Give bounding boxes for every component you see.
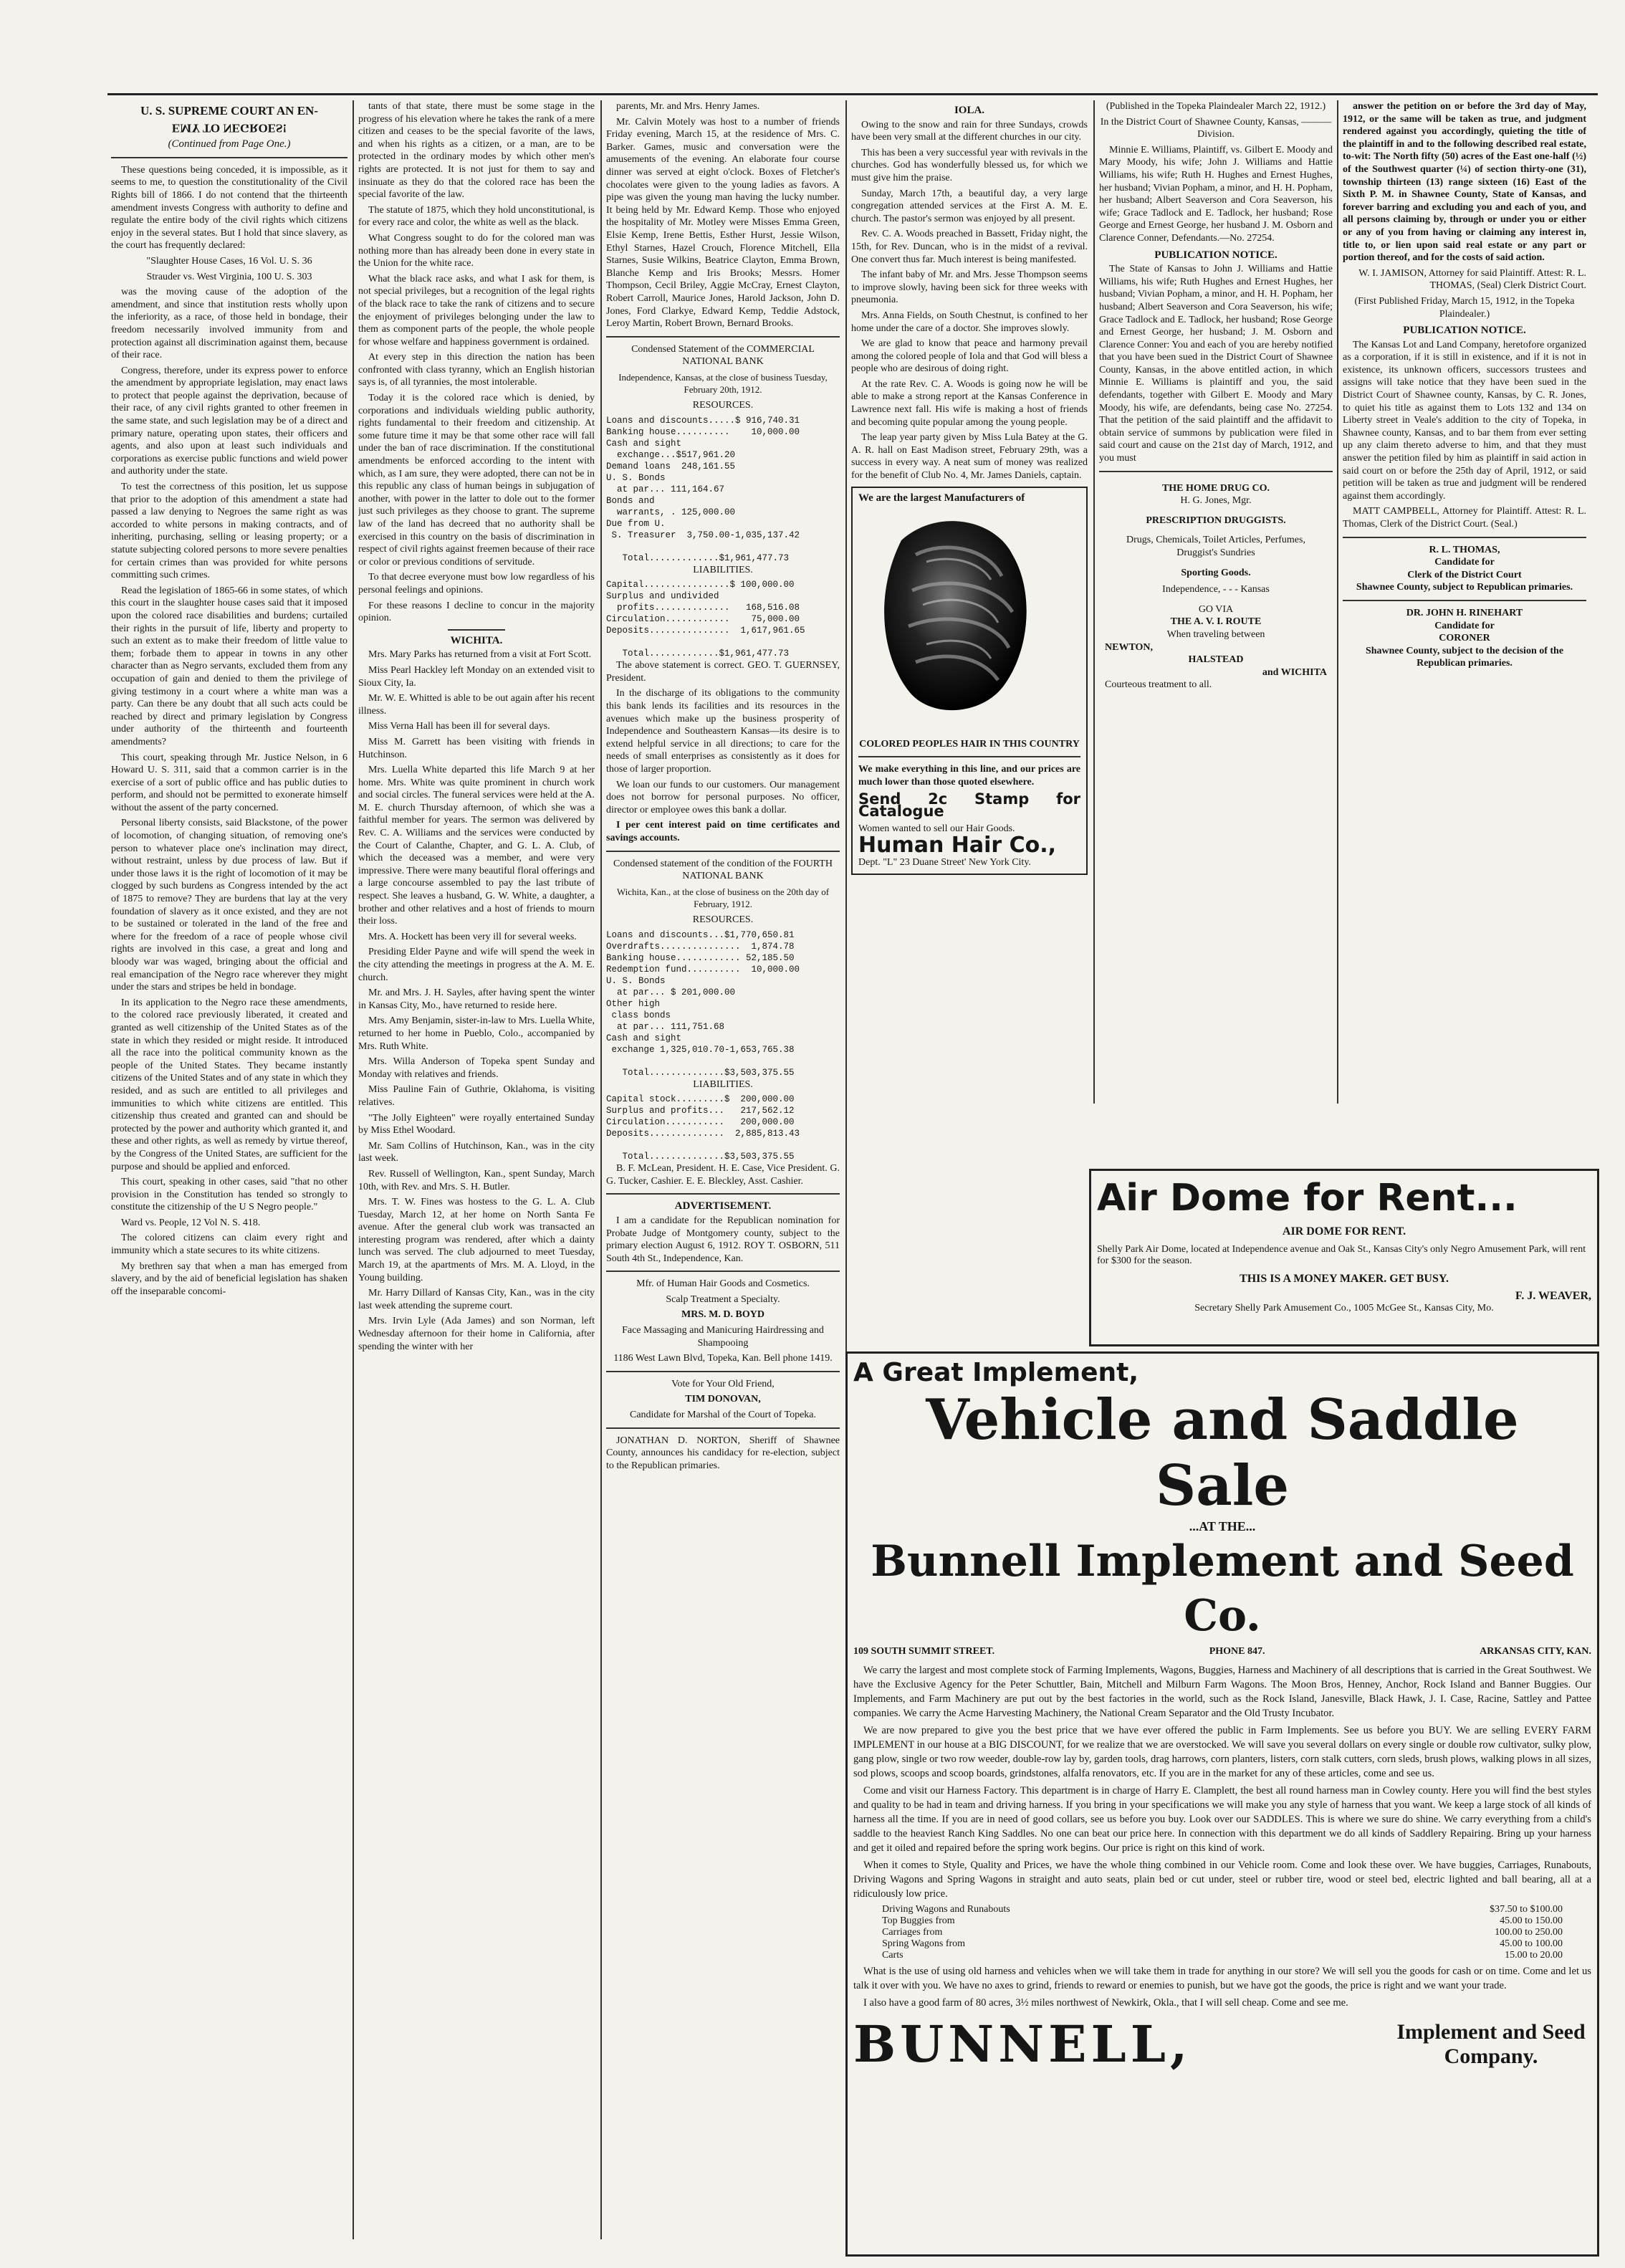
boyd-ad-line: Mfr. of Human Hair Goods and Cosmetics. xyxy=(636,1278,810,1290)
paragraph: tants of that state, there must be some stage in the progress of his elevation where he takes the rank of a mere citizen and ceases to be the special favorite of the laws, and when his rights as a citizen, or a man, are to be protected in the ordinary modes by which other men's rights are protected. It is not just for them to say and insinuate as they do that the colored race has been the special favorite of the law. xyxy=(358,101,595,201)
drug-line: Independence, - - - Kansas xyxy=(1162,584,1270,595)
air-dome-sign: F. J. WEAVER, xyxy=(1515,1290,1591,1302)
paragraph: What Congress sought to do for the colored man was nothing more than has already been done in every state in the Union for the white race. xyxy=(358,232,595,269)
news-item: Sunday, March 17th, a beautiful day, a very large congregation attended services at the First A. M. E. church. The pastor's sermon was enjoyed by all present. xyxy=(851,188,1088,224)
news-item: Mr. Harry Dillard of Kansas City, Kan., was in the city last week attending the supreme court. xyxy=(358,1288,595,1311)
top-rule xyxy=(107,93,1598,95)
bank-title: Condensed statement of the condition of the FOURTH NATIONAL BANK xyxy=(613,858,833,882)
hair-ad-top: We are the largest Manufacturers of xyxy=(858,492,1025,504)
citation: "Slaughter House Cases, 16 Vol. U. S. 36 xyxy=(146,255,312,267)
news-item: At the rate Rev. C. A. Woods is going now he will be able to make a strong report at the Kansas Conference in Lawrence next fall. His wife is making a host of friends and becoming quite popular among the young people. xyxy=(851,378,1088,428)
publication-notice-head: PUBLICATION NOTICE. xyxy=(1403,325,1526,337)
bank-note: We loan our funds to our customers. Our management does not borrow for personal purposes. No officer, director or employee owes this bank a dollar. xyxy=(606,779,840,815)
bunnell-kicker: A Great Implement, xyxy=(853,1358,1139,1387)
publication-note: (First Published Friday, March 15, 1912, in the Topeka Plaindealer.) xyxy=(1354,295,1575,320)
column-6 xyxy=(1343,100,1586,1104)
bunnell-address: 109 SOUTH SUMMIT STREET. xyxy=(853,1646,995,1657)
price-item: Carriages from xyxy=(882,1927,943,1938)
paragraph: Read the legislation of 1865-66 in some states, of which this court in the slaughter house cases said that it imposed upon the colored race disabilities and burdens; curtailed their rights in the pursuit of life, liberty and property to such an extent as to make their freedom of little value to them; forbade them to appear in towns in any other character than as Negro servants, excluded them from any occupation of gain and denied to them the privilege of giving testimony in a court where a white man was a party. Can there be any doubt that all such acts could be reached by direct and primary legislation by Congress under authority of the thirteenth and fourteenth amendments? xyxy=(111,585,347,747)
divider xyxy=(606,851,840,852)
paragraph: At every step in this direction the nation has been confronted with class tyranny, which an English historian says is, of all tyrannies, the most intolerable. xyxy=(358,352,595,388)
boyd-ad-line: Scalp Treatment a Specialty. xyxy=(666,1293,780,1305)
news-item: Mrs. Luella White departed this life March 9 at her home. Mrs. White was quite prominent in church work and social circles. The funeral services were held at the A. M. E. church Thursday afternoon, of which she was a faithful member for years. The sermon was delivered by Rev. C. A. Williams and the services were conducted by the Court of Calanthe, Chapter, and G. L. A. Club, of which the deceased was a member, and were very impressive. There were many beautiful floral offerings and a large concourse assembled to pay the last tribute of respect. She leaves a husband, G. W. White, a daughter, a brother and other relatives and a host of friends to mourn their loss. xyxy=(358,765,595,927)
rinehart-candidate xyxy=(1343,607,1586,670)
publication-notice-head: PUBLICATION NOTICE. xyxy=(1154,249,1278,261)
price-item: Top Buggies from xyxy=(882,1915,955,1926)
divider xyxy=(606,1371,840,1372)
column-3 xyxy=(606,100,840,2239)
news-item: The leap year party given by Miss Lula Batey at the G. A. R. hall on East Madison street, February 29th, was a success in every way. A neat sum of money was realized for the benefit of Club No. 4, Mr. James Daniels, captain. xyxy=(851,432,1088,482)
candidate-name: R. L. THOMAS, xyxy=(1429,544,1500,555)
section-head-iola: IOLA. xyxy=(954,105,985,116)
bank-title: Condensed Statement of the COMMERCIAL NATIONAL BANK xyxy=(631,343,815,368)
price-row xyxy=(853,1904,1591,1915)
continued-note: (Continued from Page One.) xyxy=(168,138,291,150)
publication-note: (Published in the Topeka Plaindealer March 22, 1912.) xyxy=(1106,101,1326,112)
hair-ad-caption: COLORED PEOPLES HAIR IN THIS COUNTRY xyxy=(859,738,1080,750)
publication-notice-body: The State of Kansas to John J. Williams and Hattie Williams, his wife; Ruth Hughes and Ernest Hughes, her husband; Vivian Popham, a minor, and H. H. Popham, her husband; Albert Seaverson and Cora Seaverson, his wife; Grace Tadlock and E. Tadlock, her husband; Rose George and Ernest George, her husband; J. M. Osborn and Clarence Conner: You and each of you are hereby notified that you have been sued in the District Court of Shawnee County, Kansas, in the above entitled action, in which Minnie E. Williams is plaintiff and you, the said defendants, together with Gilbert E. Moody and Mary Moody, his wife, are defendants, being case No. 27254. That the petition of the said plaintiff and the affidavit to obtain service of summons by publication were filed in said court and cause on the 21st day of March, 1912, and you must xyxy=(1099,264,1333,464)
divider xyxy=(606,1427,840,1429)
bank-note: I per cent interest paid on time certificates and savings accounts. xyxy=(606,820,840,843)
drug-line: PRESCRIPTION DRUGGISTS. xyxy=(1146,515,1286,526)
column-rule xyxy=(600,100,602,2239)
divider xyxy=(606,336,840,338)
short-divider xyxy=(448,629,505,631)
price-item: Spring Wagons from xyxy=(882,1938,966,1949)
bunnell-ad xyxy=(845,1351,1599,2257)
candidate-line: CORONER xyxy=(1439,633,1490,644)
drug-name: THE HOME DRUG CO. xyxy=(1161,482,1270,494)
bunnell-paragraph: We carry the largest and most complete stock of Farming Implements, Wagons, Buggies, Harness and Machinery of all descriptions that is carried in the Great Southwest. We have the Exclusive Agency for the Peter Schuttler, Bain, Mitchell and Milburn Farm Wagons. The Moon Bros, Henney, Anchor, Rock Island and Banner Buggies. Our Implements, and Farm Machinery are put out by the best factories in the world, such as the Rock Island, Janesville, Black Hawk, J. I. Case, Racine, Sattley and Pattee companies. We carry the Acme Harvesting Machinery, the National Cream Separator and the Old Trusty Incubator. xyxy=(853,1665,1591,1719)
donovan-line: Candidate for Marshal of the Court of Topeka. xyxy=(629,1410,817,1421)
bunnell-company: Bunnell Implement and Seed Co. xyxy=(871,1536,1574,1641)
donovan-name: TIM DONOVAN, xyxy=(685,1394,761,1405)
news-item: Mr. and Mrs. J. H. Sayles, after having spent the winter in Kansas City, Mo., have returned to reside here. xyxy=(358,987,595,1011)
bunnell-phone: PHONE 847. xyxy=(1209,1646,1265,1657)
article-title: U. S. SUPREME COURT AN EN- xyxy=(140,104,318,118)
paragraph: This court, speaking in other cases, said "that no other provision in the Constitution has tended so strongly to constitute the citizenship of the U S Negro people." xyxy=(111,1177,347,1213)
news-item: Mrs. A. Hockett has been very ill for several weeks. xyxy=(368,931,577,942)
paragraph: Personal liberty consists, said Blackstone, of the power of locomotion, of changing situation, of removing one's person to whatever place one's inclination may direct, without restraint, unless by due process of law. But if under those laws it is the right of locomotion of it may be clogged by such burdens as Congress intended by the act of 1875 to remove? They are burdens that lay at the very foundation of slavery as it once existed, and they are not to be sustained or tolerated in the land of the free and where for the freedom of a race of people whose civil rights are involved in this case, a great and long and bloody war was waged, bringing about the official and real emancipation of the Negro race wherever they might under the stars and stripes be held in bondage. xyxy=(111,818,347,993)
court-line: In the District Court of Shawnee County, Kansas, ——— Division. xyxy=(1100,116,1332,140)
bunnell-closing: I also have a good farm of 80 acres, 3½ miles northwest of Newkirk, Okla., that I will sell cheap. Come and see me. xyxy=(863,1997,1348,2009)
news-item: Miss Verna Hall has been ill for several days. xyxy=(368,721,550,732)
column-rule xyxy=(1337,100,1338,1104)
column-rule xyxy=(1093,100,1095,1104)
bunnell-address-row xyxy=(853,1646,1591,1657)
column-1 xyxy=(111,100,347,2239)
bunnell-title: Vehicle and Saddle Sale xyxy=(926,1387,1519,1518)
divider xyxy=(111,157,347,158)
news-item: Miss Pearl Hackley left Monday on an extended visit to Sioux City, Ia. xyxy=(358,664,595,689)
divider xyxy=(858,756,1080,757)
air-dome-sub: AIR DOME FOR RENT. xyxy=(1282,1225,1406,1238)
news-item: Rev. Russell of Wellington, Kan., spent Sunday, March 10th, with Rev. and Mrs. S. H. Butler. xyxy=(358,1168,595,1192)
price-range: 100.00 to 250.00 xyxy=(1495,1927,1563,1938)
bunnell-paragraph: Come and visit our Harness Factory. This department is in charge of Harry E. Clamplett, the best all round harness man in Cowley county. Here you will find the best styles and quality to be had in team and driving harness. If you bring in your specifications we will make you any style of harness that you want. We keep a large stock of all kinds of harness all the time. If you are in need of good collars, see us before you buy. Look over our SADDLES. This is where we sure do shine. We carry everything from a child's saddle to the heaviest Ranch King Saddles. No one can beat our price here. In connection with this department we do all kinds of Saddlery Repairing. Bring up your harness and get it oiled and repaired before the spring work begins. Our price is right on this kind of work. xyxy=(853,1785,1591,1854)
price-item: Driving Wagons and Runabouts xyxy=(882,1904,1010,1915)
bank-officers: B. F. McLean, President. H. E. Case, Vice President. G. G. Tucker, Cashier. E. E. Bleckley, Asst. Cashier. xyxy=(606,1163,840,1187)
bank-subtitle: Wichita, Kan., at the close of business on the 20th day of February, 1912. xyxy=(616,886,830,910)
news-item: Mrs. T. W. Fines was hostess to the G. L. A. Club Tuesday, March 12, at her home on North Santa Fe avenue. After the general club work was transacted an interesting program was rendered, after which a dainty lunch was served. The club adjourned to meet Tuesday, March 19, at the apartments of Mrs. M. A. Lloyd, in the Young building. xyxy=(358,1197,595,1283)
home-drug-ad xyxy=(1099,478,1333,696)
route-line: When traveling between xyxy=(1166,628,1265,640)
candidate-line: Shawnee County, subject to Republican primaries. xyxy=(1356,582,1573,593)
price-list xyxy=(853,1904,1591,1961)
section-head-wichita: WICHITA. xyxy=(450,634,503,646)
news-item: Miss M. Garrett has been visiting with friends in Hutchinson. xyxy=(358,736,595,760)
divider xyxy=(1343,600,1586,601)
drug-line: Drugs, Chemicals, Toilet Articles, Perfumes, Druggist's Sundries xyxy=(1126,535,1305,558)
notice-continued: answer the petition on or before the 3rd day of May, 1912, or the same will be taken as true, and judgment rendered against you accordingly, quieting the title of the plaintiff in and to the following described real estate, to-wit: The North fifty (50) acres of the East one-half (½) of the Southwest quarter (¼) of section thirty-one (31), township thirteen (13) range sixteen (16) East of the Sixth P. M. in Shawnee County, State of Kansas, and forever barring and excluding you and each of you, and all persons claiming by, through or under you or either or any of you from having or claiming any interest in, title to, or lien upon said real estate or any part or portion thereof, and for the costs of said action. xyxy=(1343,101,1586,264)
news-item: Owing to the snow and rain for three Sundays, crowds have been very small at the different churches in our city. xyxy=(851,119,1088,143)
donovan-line: Vote for Your Old Friend, xyxy=(671,1378,775,1389)
bunnell-logo: BUNNELL, xyxy=(853,2014,1192,2074)
paragraph: To test the correctness of this position, let us suppose that prior to the adoption of this amendment a state had passed a law denying to Negroes the same right as was accorded to white persons in making contracts, and of inheriting, purchasing, selling or leasing property; or a statute subjecting colored persons to more severe penalties for certain crimes than was provided for white persons committing such crimes. xyxy=(111,482,347,581)
hair-switch-illustration xyxy=(858,512,1052,727)
candidate-line: Candidate for xyxy=(1434,620,1495,631)
route-line: GO VIA xyxy=(1198,603,1234,615)
citation: Ward vs. People, 12 Vol N. S. 418. xyxy=(121,1217,261,1228)
candidate-line: Clerk of the District Court xyxy=(1407,569,1522,580)
price-row xyxy=(853,1950,1591,1961)
news-item: Mrs. Amy Benjamin, sister-in-law to Mrs. Luella White, returned to her home in Pueblo, Colo., accompanied by Mrs. Ruth White. xyxy=(358,1015,595,1052)
paragraph: was the moving cause of the adoption of the amendment, and since that institution rests wholly upon the inferiority, as a race, of those held in bondage, their freedom necessarily involved immunity from and protection against all discrimination against them, because of their race. xyxy=(111,287,347,361)
paragraph: What the black race asks, and what I ask for them, is not special privileges, but a recognition of the legal rights of the black race to take the rank of citizens and to secure the enjoyment of privileges belonging under the law to them as component parts of the people, the whole people for whose welfare and happiness government is ordained. xyxy=(358,273,595,348)
bunnell-logo-row xyxy=(853,2014,1591,2074)
price-row xyxy=(853,1915,1591,1927)
air-dome-title: Air Dome for Rent... xyxy=(1097,1177,1518,1220)
divider xyxy=(1099,471,1333,472)
route-line: Courteous treatment to all. xyxy=(1105,679,1212,691)
article-title-mirrored: EMY TO NEGROES! xyxy=(171,121,287,135)
divider xyxy=(606,1193,840,1195)
column-5 xyxy=(1099,100,1333,1104)
resources-table: Loans and discounts.....$ 916,740.31 Banking house.......... 10,000.00 Cash and sight exchange...$517,961.20 Demand loans 248,161.55 U. S. Bonds at par... 111,164.67 Bonds and warrants, . 125,000.00 Due from U. S. Treasurer 3,750.00-1,035,137.42 Total.............$1,961,477.73 xyxy=(606,415,800,563)
citation: Strauder vs. West Virginia, 100 U. S. 303 xyxy=(146,271,312,282)
air-dome-money: THIS IS A MONEY MAKER. GET BUSY. xyxy=(1240,1273,1449,1285)
thomas-candidate xyxy=(1343,544,1586,594)
notice-signature: MATT CAMPBELL, Attorney for Plaintiff. Attest: R. L. Thomas, Clerk of the District Court. (Seal.) xyxy=(1343,506,1586,530)
resources-label: RESOURCES. xyxy=(692,400,754,411)
paragraph: These questions being conceded, it is impossible, as it seems to me, to question the constitutionality of the Civil Rights bill of 1866. I do not contend that the thirteenth amendment invests Congress with authority to define and regulate the entire body of the civil rights which citizens enjoy in the several states. But I hold that since slavery, as the court has frequently declared: xyxy=(111,164,347,252)
paragraph: To that decree everyone must bow low regardless of his personal feelings and opinions. xyxy=(358,572,595,595)
liabilities-label: LIABILITIES. xyxy=(693,564,753,575)
bank-statement-commercial xyxy=(606,343,840,845)
route-line: and WICHITA xyxy=(1262,666,1327,678)
publication-notice-body: The Kansas Lot and Land Company, heretofore organized as a corporation, if it is still in existence, and if it is not in existence, its unknown officers, successors trustees and assigns will take notice that they have been sued in the District Court of Shawnee county, Kansas, by C. R. Jones, to quiet his title as against them to Lots 132 and 134 on Liberty street in Veale's addition to the city of Topeka, in Shawnee county, Kansas, and to bar them from ever setting up any claim thereto adverse to him, and that they must answer the petition filed by him as plaintiff in said action in said court on or before the 25th day of April, 1912, or said petition will be taken as true and judgment will be rendered against them accordingly. xyxy=(1343,339,1586,502)
news-item: Miss Pauline Fain of Guthrie, Oklahoma, is visiting relatives. xyxy=(358,1084,595,1108)
price-row xyxy=(853,1927,1591,1938)
news-item: Mr. W. E. Whitted is able to be out again after his recent illness. xyxy=(358,693,595,717)
news-item: Mrs. Mary Parks has returned from a visit at Fort Scott. xyxy=(368,649,592,661)
news-item: The infant baby of Mr. and Mrs. Jesse Thompson seems to improve slowly, having been sick for three weeks with pneumonia. xyxy=(851,269,1088,306)
notice-signature: W. I. JAMISON, Attorney for said Plaintiff. Attest: R. L. THOMAS, (Seal) Clerk District Court. xyxy=(1358,267,1586,292)
divider xyxy=(1343,537,1586,538)
route-name: THE A. V. I. ROUTE xyxy=(1170,616,1262,628)
route-line: HALSTEAD xyxy=(1188,654,1244,666)
bunnell-closing: What is the use of using old harness and vehicles when we will take them in trade for anything in our store? We will sell you the goods for cash or on time. Come and let us talk it over with you. We have no axes to grind, friends to reward or enemies to punish, but we have got the goods, the price is right and we want your trade. xyxy=(853,1966,1591,1991)
drug-manager: H. G. Jones, Mgr. xyxy=(1180,495,1252,507)
hair-ad-make: We make everything in this line, and our prices are much lower than those quoted elsewhere. xyxy=(858,764,1080,788)
news-item: Mr. Sam Collins of Hutchinson, Kan., was in the city last week. xyxy=(358,1140,595,1164)
boyd-ad-line: 1186 West Lawn Blvd, Topeka, Kan. Bell phone 1419. xyxy=(613,1353,833,1364)
price-row xyxy=(853,1938,1591,1950)
candidate-name: DR. JOHN H. RINEHART xyxy=(1406,607,1523,618)
bunnell-city: ARKANSAS CITY, KAN. xyxy=(1480,1646,1591,1657)
news-item: Rev. C. A. Woods preached in Bassett, Friday night, the 15th, for Rev. Duncan, who is in the midst of a revival. One convert thus far. Much interest is being manifested. xyxy=(851,229,1088,265)
news-item: Mrs. Willa Anderson of Topeka spent Sunday and Monday with relatives and friends. xyxy=(358,1056,595,1080)
liabilities-label: LIABILITIES. xyxy=(693,1078,753,1090)
divider xyxy=(606,1271,840,1272)
price-range: $37.50 to $100.00 xyxy=(1490,1904,1563,1915)
drug-line: Sporting Goods. xyxy=(1181,567,1251,578)
boyd-ad-name: MRS. M. D. BOYD xyxy=(681,1309,764,1321)
air-dome-body: Shelly Park Air Dome, located at Independence avenue and Oak St., Kansas City's only Negro Amusement Park, will rent for $300 for the season. xyxy=(1097,1244,1586,1266)
hair-ad-address: Dept. "L" 23 Duane Street' New York City. xyxy=(858,856,1031,868)
column-4 xyxy=(851,100,1088,1104)
air-dome-sign2: Secretary Shelly Park Amusement Co., 1005 McGee St., Kansas City, Mo. xyxy=(1194,1303,1494,1314)
paragraph: The statute of 1875, which they hold unconstitutional, is for every race and color, the white as well as the black. xyxy=(358,204,595,229)
hair-ad-name: Human Hair Co., xyxy=(858,833,1057,858)
column-2 xyxy=(358,100,595,2239)
route-line: NEWTON, xyxy=(1105,641,1154,653)
paragraph: For these reasons I decline to concur in the majority opinion. xyxy=(358,600,595,624)
bunnell-paragraph: When it comes to Style, Quality and Prices, we have the whole thing combined in our Vehicle room. Come and look these over. We have buggies, Carriages, Runabouts, Driving Wagons and Spring Wagons in straight and auto seats, plain bed or cut under, steel or rubber tire, wood or steel bed, electric lighted and ball bearing, all at a ridiculously low price. xyxy=(853,1860,1591,1900)
liabilities-table: Capital stock.........$ 200,000.00 Surplus and profits... 217,562.12 Circulation........... 200,000.00 Deposits.............. 2,885,813.43 Total..............$3,503,375.55 xyxy=(606,1094,800,1162)
paragraph: Congress, therefore, under its express power to enforce the amendment by appropriate legislation, may enact laws to protect that people against the deprivation, because of their race, of any civil rights granted to other freemen in the same state, and such legislation may be of a direct and primary nature, operating upon states, their officers and agents, and also upon at least such individuals and corporations as exercise public functions and wield power and authority under the state. xyxy=(111,365,347,477)
news-item: "The Jolly Eighteen" were royally entertained Sunday by Miss Ethel Woodard. xyxy=(358,1112,595,1137)
bank-statement-fourth xyxy=(606,858,840,1188)
news-item: This has been a very successful year with revivals in the churches. God has wonderfully blessed us, for which we must give him the praise. xyxy=(851,147,1088,183)
liabilities-table: Capital................$ 100,000.00 Surplus and undivided profits.............. 168,516.08 Circulation............ 75,000.00 Deposits............... 1,617,961.65 Total.............$1,961,477.73 xyxy=(606,580,805,659)
hair-ad-stamp: Send 2c Stamp for Catalogue xyxy=(858,790,1080,820)
news-item: Mrs. Irvin Lyle (Ada James) and son Norman, left Wednesday afternoon for their home in California, after spending the winter with her xyxy=(358,1316,595,1352)
price-range: 15.00 to 20.00 xyxy=(1505,1950,1563,1961)
paragraph: Today it is the colored race which is denied, by corporations and individuals wielding public authority, rights fundamental to their freedom and citizenship. At some future time it may be that some other race will fall under the ban of race discrimination. If the constitutional amendments be enforced according to the intent with which, as I am sure, they were adopted, there can not be in this republic any class of human beings in subjugation of another, with power in the latter to dole out to the former just such privileges as they choose to grant. The supreme law of the land has decreed that no authority shall be exercised in this country on the basis of discrimination in respect of civil rights against freemen because of their race or color or previous conditions of servitude. xyxy=(358,393,595,568)
resources-table: Loans and discounts...$1,770,650.81 Overdrafts............... 1,874.78 Banking house............ 52,185.50 Redemption fund.......... 10,000.00 U. S. Bonds at par... $ 201,000.00 Other high class bonds at par... 111,751.68 Cash and sight exchange 1,325,010.70-1,653,765.38 Total..............$3,503,375.55 xyxy=(606,929,800,1078)
boyd-ad-line: Face Massaging and Manicuring Hairdressing and Shampooing xyxy=(622,1325,824,1349)
case-parties: Minnie E. Williams, Plaintiff, vs. Gilbert E. Moody and Mary Moody, his wife; John J. Williams and Hattie Williams, his wife; Ruth H. Hughes and Ernest Hughes, her husband; Vivian Popham, a minor, and H. H. Popham, her husband; Albert Seaverson and Cora Seaverson, his wife; Grace Tadlock and E. Tadlock, her husband; Rose George and Ernest George, her husband J. M. Osborn and Clarence Conner, Defendants.—No. 27254. xyxy=(1099,144,1333,244)
air-dome-ad xyxy=(1089,1169,1599,1346)
price-range: 45.00 to 100.00 xyxy=(1500,1938,1563,1949)
news-item: Mrs. Anna Fields, on South Chestnut, is confined to her home under the care of a doctor. She improves slowly. xyxy=(851,310,1088,334)
advertisement-body: I am a candidate for the Republican nomination for Probate Judge of Montgomery county, subject to the primary election August 6, 1912. ROY T. OSBORN, 511 South 4th St., Independence, Kan. xyxy=(606,1215,840,1264)
hair-ad-agents: Women wanted to sell our Hair Goods. xyxy=(858,823,1015,834)
advertisement-head: ADVERTISEMENT. xyxy=(674,1200,772,1212)
bank-note: The above statement is correct. GEO. T. GUERNSEY, President. xyxy=(606,660,840,684)
paragraph: The colored citizens can claim every right and immunity which a state secures to its white citizens. xyxy=(111,1233,347,1257)
candidate-line: Candidate for xyxy=(1434,557,1495,568)
price-range: 45.00 to 150.00 xyxy=(1500,1915,1563,1926)
news-item: We are glad to know that peace and harmony prevail among the colored people of Iola and that God will bless a people who are desirous of doing right. xyxy=(851,338,1088,375)
paragraph: In its application to the Negro race these amendments, to the colored race previously liberated, it created and granted as well citizenship of the United States as of the state in which they resided or might reside. It introduced all the race into the political community known as the people of the United States. They became instantly citizens of the United States and of any state in which they resided, and as such are entitled to all privileges and immunities to which white citizens are entitled. This citizenship thus created and granted can and should be protected by the power and authority which granted it, and these and other rights, as well as remedy by virtue thereof, by the Congress of the United States, are sufficient for the purpose and should be applied and enforced. xyxy=(111,997,347,1172)
bunnell-paragraph: We are now prepared to give you the best price that we have ever offered the public in Farm Implements. See us before you BUY. We are selling EVERY FARM IMPLEMENT in our house at a BIG DISCOUNT, for we realize that we are overstocked. We will save you several dollars on every single or double row cultivator, sulky plow, gang plow, single or two row weeder, double-row lay by, garden tools, drag harrows, corn planters, listers, corn stalk cutters, corn sleds, brush plows, walking plows in all sizes, sod plows, scoops and scoop boards, grindstones, alfalfa renovators, etc. If you are in the market for any of these articles, come and see us. xyxy=(853,1725,1591,1779)
paragraph: This court, speaking through Mr. Justice Nelson, in 6 Howard U. S. 311, said that a common carrier is in the exercise of a sort of public office and has public duties to perform, and should not be permitted to exonerate himself without the assent of the party concerned. xyxy=(111,752,347,813)
bank-subtitle: Independence, Kansas, at the close of business Tuesday, February 20th, 1912. xyxy=(618,371,828,396)
resources-label: RESOURCES. xyxy=(692,914,754,925)
bunnell-at: ...AT THE... xyxy=(1189,1519,1256,1533)
bunnell-logo-tail: Implement and Seed Company. xyxy=(1396,2019,1586,2068)
paragraph: My brethren say that when a man has emerged from slavery, and by the aid of beneficial legislation has shaken off the inseparable concomi- xyxy=(111,1260,347,1297)
column-rule xyxy=(353,100,354,2239)
paragraph: Mr. Calvin Motely was host to a number of friends Friday evening, March 15, at the residence of Mrs. C. Barker. Games, music and conversation were the amusements of the evening. An elaborate four course dinner was served at eight o'clock. Boxes of Fletcher's chocolates were given to the young ladies as favors. A pipe was given the young man having the lucky number. It being held by Mr. Edward Kemp. Those who enjoyed the hospitality of Mr. Motley were Misses Emma Green, Elsie Kemp, Irene Bettis, Esther Hurst, Jessie Wilson, Ethyl Starnes, Hazel Crouch, Florence Mitchell, Ella Starnes, Susie Wilkins, Beatrice Clayton, Emma Brown, Blanche Kemp and Iris Brooks; Messrs. Homer Thompson, Cecil Briley, Aggie McCray, Ernest Clayton, Robert Carroll, Maurice Jones, Harold Jackson, John D. Jones, Ford Clarkye, Edward Kemp, Teddie Adstock, Leroy Martin, Robert Brown, Bernard Brooks. xyxy=(606,116,840,330)
bank-note: In the discharge of its obligations to the community this bank lends its facilities and its resources in the avenues which make up the business prosperity of Independence and Southeastern Kansas—its desire is to extend helpful service in all directions; to care for the needs of small enterprises as consistently as it does for those of larger proportion. xyxy=(606,688,840,775)
norton-announcement: JONATHAN D. NORTON, Sheriff of Shawnee County, announces his candidacy for re-election, subject to the Republican primaries. xyxy=(606,1435,840,1471)
paragraph: parents, Mr. and Mrs. Henry James. xyxy=(616,101,760,112)
news-item: Presiding Elder Payne and wife will spend the week in the city attending the meetings in progress at the A. M. E. church. xyxy=(358,947,595,983)
price-item: Carts xyxy=(882,1950,903,1961)
human-hair-ad xyxy=(851,487,1088,875)
candidate-line: Shawnee County, subject to the decision of the Republican primaries. xyxy=(1365,645,1564,669)
